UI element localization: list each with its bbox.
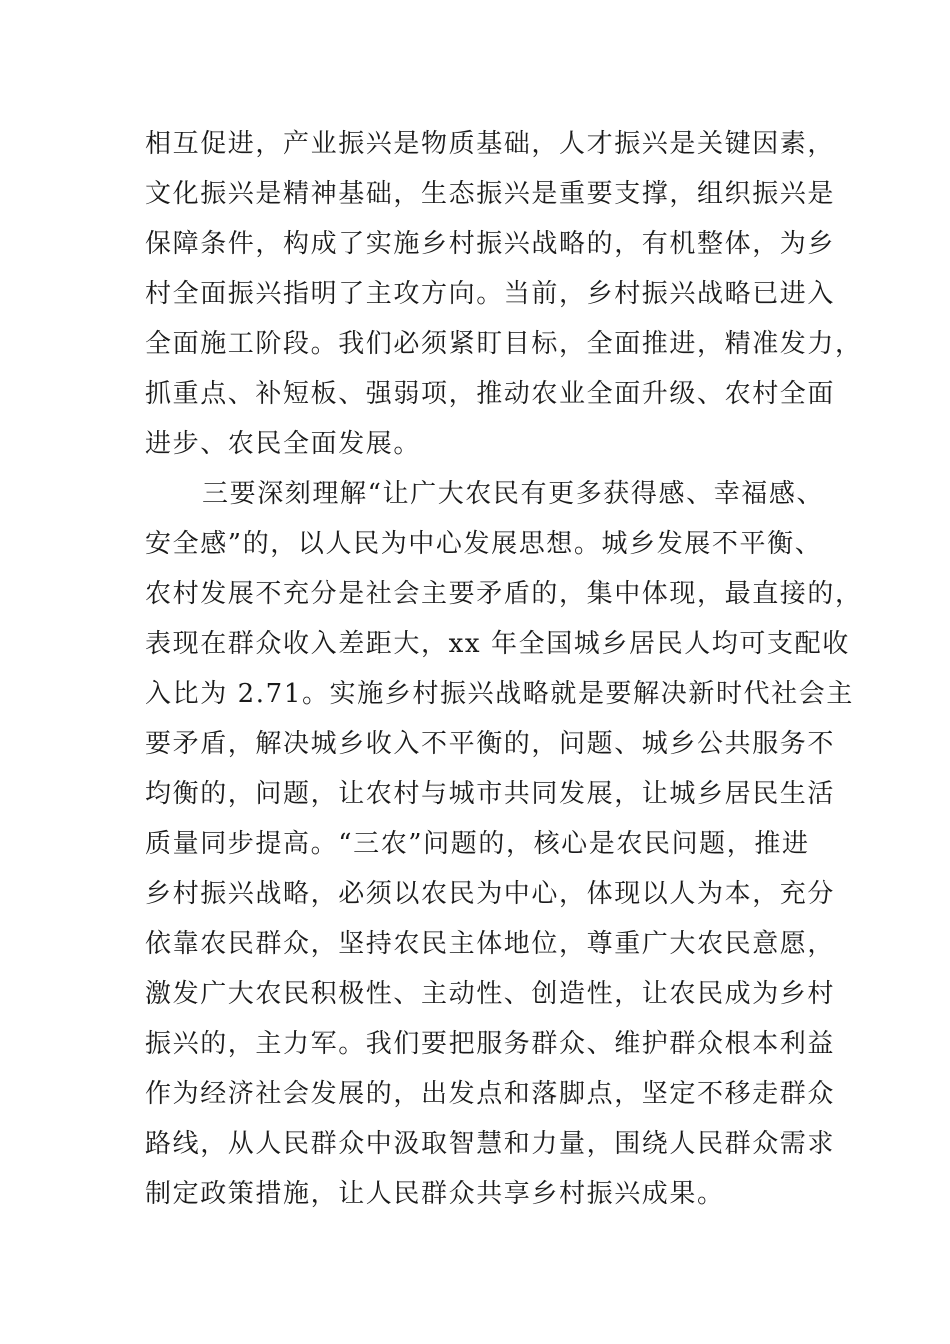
text-line: 入比为 2.71。实施乡村振兴战略就是要解决新时代社会主 (145, 679, 854, 709)
text-line: 抓重点、补短板、强弱项，推动农业全面升级、农村全面 (145, 379, 836, 409)
text-line: 保障条件，构成了实施乡村振兴战略的，有机整体，为乡 (145, 229, 836, 259)
text-line: 进步、农民全面发展。 (145, 429, 422, 459)
paragraph-1 (145, 127, 863, 477)
text-line: 要矛盾，解决城乡收入不平衡的，问题、城乡公共服务不 (145, 729, 836, 759)
text-line: 制定政策措施，让人民群众共享乡村振兴成果。 (145, 1179, 725, 1209)
text-line: 农村发展不充分是社会主要矛盾的，集中体现，最直接的， (145, 579, 863, 609)
text-line: 路线，从人民群众中汲取智慧和力量，围绕人民群众需求 (145, 1129, 836, 1159)
text-line: 文化振兴是精神基础，生态振兴是重要支撑，组织振兴是 (145, 179, 836, 209)
text-line: 安全感”的，以人民为中心发展思想。城乡发展不平衡、 (145, 529, 823, 559)
text-line: 质量同步提高。“三农”问题的，核心是农民问题，推进 (145, 829, 810, 859)
text-line: 作为经济社会发展的，出发点和落脚点，坚定不移走群众 (145, 1079, 836, 1109)
text-line: 全面施工阶段。我们必须紧盯目标，全面推进，精准发力， (145, 329, 863, 359)
paragraph-2 (145, 477, 863, 1227)
text-line: 均衡的，问题，让农村与城市共同发展，让城乡居民生活 (145, 779, 836, 809)
text-line: 三要深刻理解“让广大农民有更多获得感、幸福感、 (202, 479, 825, 509)
text-line: 表现在群众收入差距大，xx 年全国城乡居民人均可支配收 (145, 629, 850, 659)
text-line: 相互促进，产业振兴是物质基础，人才振兴是关键因素， (145, 129, 836, 159)
text-line: 村全面振兴指明了主攻方向。当前，乡村振兴战略已进入 (145, 279, 836, 309)
text-line: 依靠农民群众，坚持农民主体地位，尊重广大农民意愿， (145, 929, 836, 959)
text-line: 乡村振兴战略，必须以农民为中心，体现以人为本，充分 (145, 879, 836, 909)
text-line: 激发广大农民积极性、主动性、创造性，让农民成为乡村 (145, 979, 836, 1009)
body-text (145, 127, 863, 1227)
text-line: 振兴的，主力军。我们要把服务群众、维护群众根本利益 (145, 1029, 836, 1059)
